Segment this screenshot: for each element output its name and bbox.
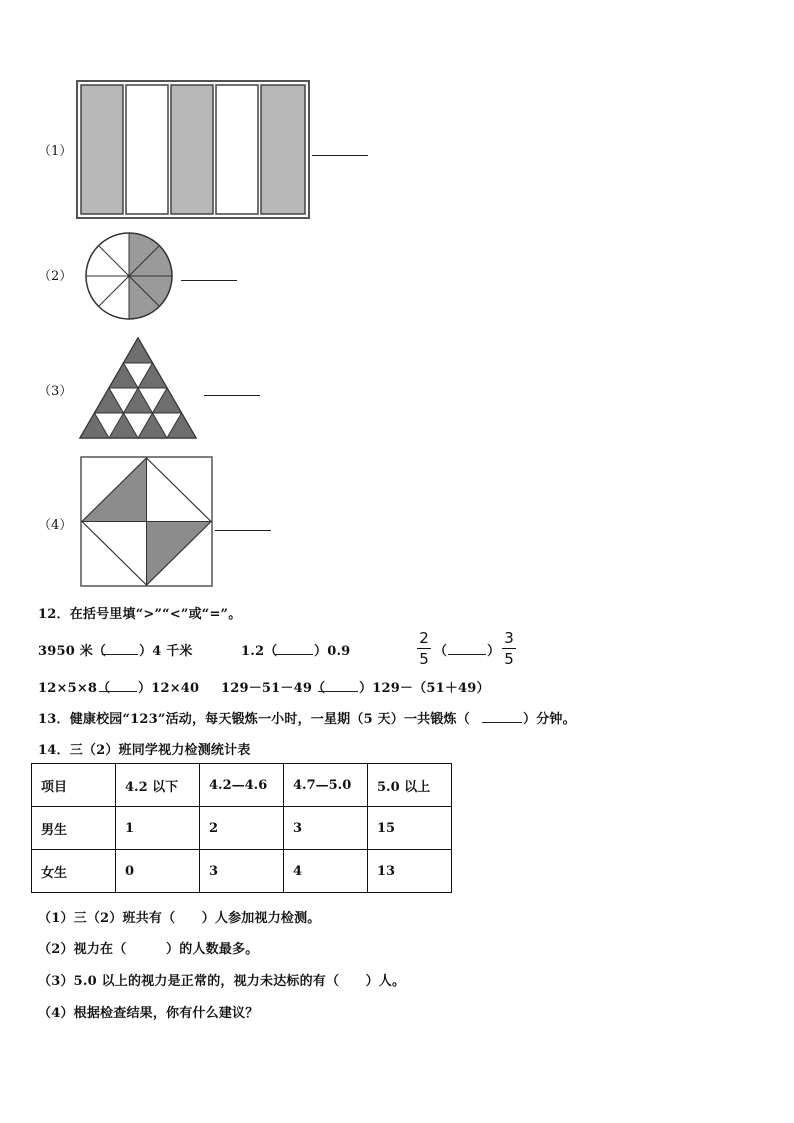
table-cell: 15 (368, 807, 452, 850)
table-cell: 4 (284, 850, 368, 893)
q12-item5-blank[interactable] (318, 691, 358, 692)
strip-2 (126, 85, 168, 214)
q12-item4-left: 12×5×8（ (38, 681, 111, 696)
table-cell: 13 (368, 850, 452, 893)
tri-top (124, 338, 153, 363)
q12-item2-left: 1.2（ (241, 644, 278, 659)
q12-item5-right: ）129－（51＋49） (359, 681, 490, 696)
table-cell: 3 (200, 850, 284, 893)
table-row (32, 850, 452, 893)
table-cell: 男生 (32, 807, 116, 850)
figure-3-label: （3） (38, 384, 73, 399)
table-header-cell: 项目 (32, 764, 116, 807)
q12-item2-right: ）0.9 (314, 644, 351, 659)
q13-text-right: ）分钟。 (523, 712, 576, 727)
table-row (32, 807, 452, 850)
q12-item5-left: 129－51－49（ (221, 681, 326, 696)
figure-1-answer-line[interactable] (312, 155, 368, 156)
figure-4-label: （4） (38, 518, 73, 533)
q12-fraction-open: （ (434, 644, 448, 659)
figure-4-answer-line[interactable] (215, 530, 271, 531)
q14-sub-3: （3）5.0 以上的视力是正常的，视力未达标的有（ ）人。 (38, 974, 406, 989)
q12-item1-right: ）4 千米 (139, 644, 193, 659)
q14-title: 14．三（2）班同学视力检测统计表 (38, 743, 251, 758)
table-cell: 3 (284, 807, 368, 850)
fraction-left-denominator: 5 (419, 650, 429, 668)
q14-sub-1: （1）三（2）班共有（ ）人参加视力检测。 (38, 911, 321, 926)
figure-2-answer-line[interactable] (181, 280, 237, 281)
figure-1-strips (76, 80, 312, 220)
table-header-cell: 4.7—5.0 (284, 764, 368, 807)
table-header-cell: 4.2—4.6 (200, 764, 284, 807)
figure-4-square (80, 456, 214, 588)
q12-item2-blank[interactable] (275, 654, 313, 655)
table-cell: 0 (116, 850, 200, 893)
q12-fraction-blank[interactable] (448, 654, 486, 655)
q12-item4-right: ）12×40 (138, 681, 200, 696)
fraction-right-numerator: 3 (504, 629, 514, 647)
q12-item1-left: 3950 米（ (38, 644, 107, 659)
q12-item4-blank[interactable] (99, 691, 137, 692)
strip-1-shaded (81, 85, 123, 214)
strip-4 (216, 85, 258, 214)
table-cell: 女生 (32, 850, 116, 893)
q13-text-left: 13．健康校园“123”活动，每天锻炼一小时，一星期（5 天）一共锻炼（ (38, 712, 470, 727)
figure-2-label: （2） (38, 269, 73, 284)
figure-2-circle (84, 231, 174, 321)
q12-fraction-left (417, 630, 431, 667)
figure-3-answer-line[interactable] (204, 395, 260, 396)
q14-sub-2: （2）视力在（ ）的人数最多。 (38, 942, 259, 957)
fraction-left-numerator: 2 (419, 629, 429, 647)
q12-title: 12．在括号里填“>”“<”或“=”。 (38, 607, 242, 622)
table-cell: 1 (116, 807, 200, 850)
table-header-cell: 5.0 以上 (368, 764, 452, 807)
fraction-right-denominator: 5 (504, 650, 514, 668)
strip-5-shaded (261, 85, 305, 214)
figure-3-triangles (78, 336, 198, 440)
vision-stats-table (31, 763, 452, 893)
figure-1-label: （1） (38, 144, 73, 159)
strip-3-shaded (171, 85, 213, 214)
table-header-cell: 4.2 以下 (116, 764, 200, 807)
q12-item1-blank[interactable] (102, 654, 138, 655)
q14-sub-4: （4）根据检查结果，你有什么建议？ (38, 1006, 259, 1021)
q13-blank[interactable] (482, 722, 522, 723)
q12-fraction-close: ） (487, 644, 501, 659)
q12-fraction-right (502, 630, 516, 667)
table-header-row (32, 764, 452, 807)
table-cell: 2 (200, 807, 284, 850)
